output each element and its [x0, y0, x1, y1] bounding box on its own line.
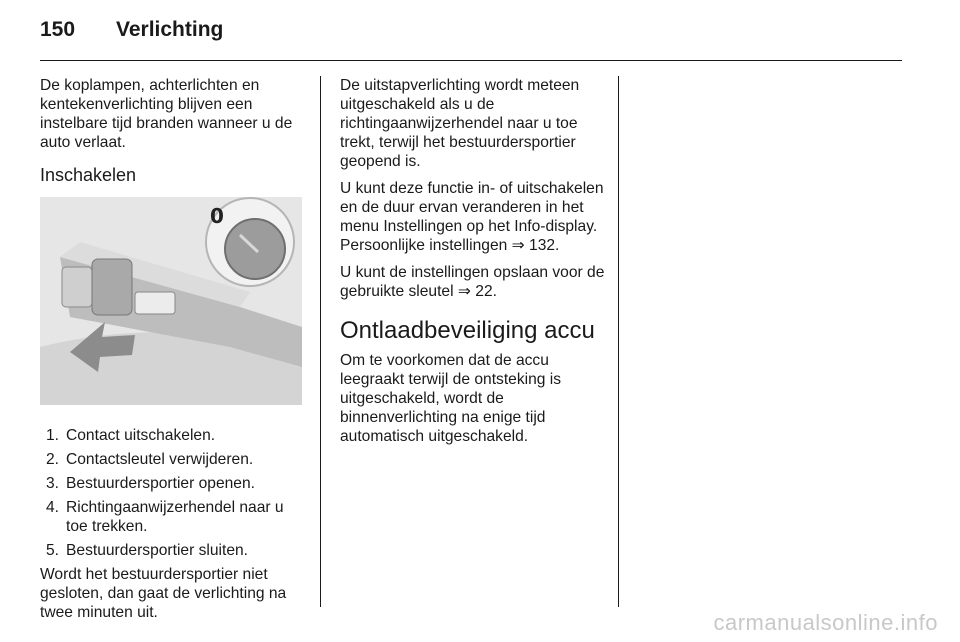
- list-item: 5. Bestuurdersportier sluiten.: [46, 542, 249, 559]
- intro-paragraph: De koplampen, achterlichten en kentekenverlichting blijven een instelbare tijd branden wanneer u de auto verlaat.: [40, 77, 293, 151]
- list-item: 2. Contactsleutel verwijderen.: [46, 451, 254, 468]
- chapter-title: Verlichting: [116, 18, 224, 41]
- outro-paragraph: Wordt het bestuurdersportier niet gesloten, dan gaat de verlichting na twee minuten uit.: [40, 566, 287, 621]
- lever-illustration: [40, 197, 302, 405]
- page-header: [40, 18, 223, 48]
- list-item: 1. Contact uitschakelen.: [46, 427, 216, 444]
- watermark: carmanualsonline.info: [713, 610, 938, 635]
- steps-list: [40, 426, 308, 560]
- paragraph-settings: U kunt deze functie in- of uitschakelen en de duur ervan veranderen in het menu Instellingen op het Info-display. Persoonlijke instellingen ⇒ 132.: [340, 180, 604, 254]
- column-middle: [340, 76, 608, 454]
- section-heading-battery: Ontlaadbeveiliging accu: [340, 317, 595, 344]
- column-divider: [320, 76, 321, 607]
- list-item: 4. Richtingaanwijzerhendel naar u toe trekken.: [46, 499, 284, 535]
- paragraph-battery: Om te voorkomen dat de accu leegraakt terwijl de ontsteking is uitgeschakeld, wordt de binnenverlichting na enige tijd automatisch uitgeschakeld.: [340, 352, 562, 445]
- page-number: 150: [40, 18, 76, 41]
- list-item: 3. Bestuurdersportier openen.: [46, 475, 255, 492]
- column-left: [40, 76, 308, 630]
- column-divider: [618, 76, 619, 607]
- header-rule: [40, 60, 902, 61]
- section-heading-inschakelen: Inschakelen: [40, 165, 137, 185]
- paragraph-exit-lighting: De uitstapverlichting wordt meteen uitgeschakeld als u de richtingaanwijzerhendel naar u toe trekt, terwijl het bestuurdersportier geopend is.: [340, 77, 580, 170]
- figure-label: 0: [210, 204, 224, 228]
- paragraph-key: U kunt de instellingen opslaan voor de gebruikte sleutel ⇒ 22.: [340, 264, 605, 300]
